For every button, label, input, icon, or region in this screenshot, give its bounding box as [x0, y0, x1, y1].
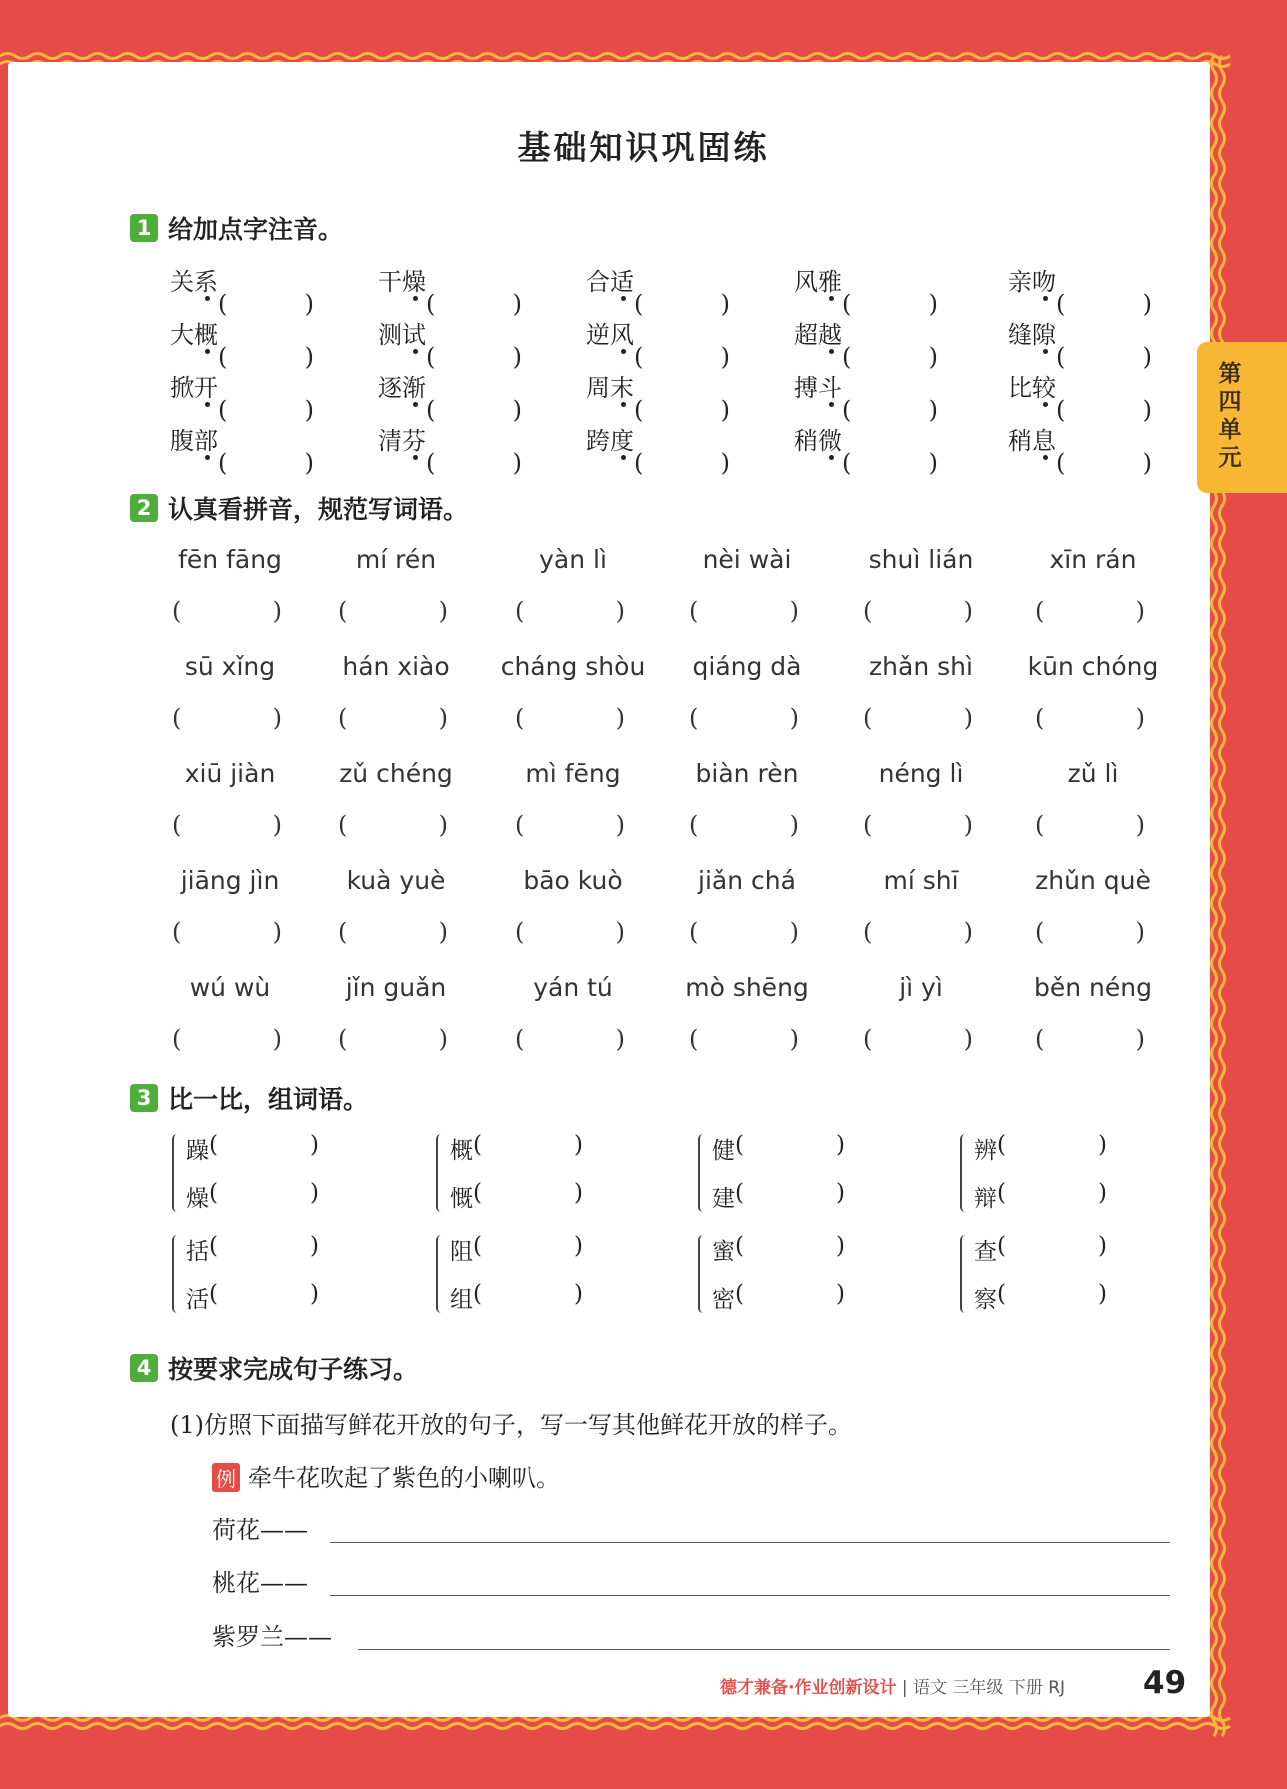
pinyin-annotation-item: 逆风 ( ): [586, 315, 730, 350]
compare-character: 辨: [974, 1138, 997, 1164]
word-answer-blank[interactable]: ( ): [338, 918, 448, 946]
pinyin-annotation-item: 掀开 ( ): [170, 368, 314, 403]
word-answer-blank[interactable]: ( ): [172, 811, 282, 839]
pinyin-annotation-item: 风雅 ( ): [794, 262, 938, 297]
question-4-text: 按要求完成句子练习。: [168, 1355, 419, 1384]
emphasis-dot: [1043, 296, 1048, 301]
pinyin-prompt: hán xiào: [342, 652, 450, 681]
compare-item: [186, 1233, 319, 1266]
answer-prompt: 紫罗兰——: [212, 1623, 332, 1651]
pinyin-prompt: néng lì: [878, 759, 964, 788]
item-word: 跨度: [586, 427, 634, 455]
pinyin-prompt: mì fēng: [525, 759, 621, 788]
word-answer-blank[interactable]: ( ): [172, 597, 282, 625]
compare-character: 查: [974, 1239, 997, 1265]
pinyin-annotation-item: 测试 ( ): [378, 315, 522, 350]
question-3-text: 比一比，组词语。: [168, 1085, 369, 1114]
pinyin-prompt: yán tú: [533, 973, 613, 1002]
pinyin-annotation-item: 比较 ( ): [1008, 368, 1152, 403]
compare-item: [712, 1233, 845, 1266]
compare-item: [974, 1180, 1107, 1213]
compare-character: 密: [712, 1287, 735, 1313]
compare-item: [450, 1132, 583, 1165]
pinyin-prompt: mí shī: [883, 866, 959, 895]
grouping-brace: [172, 1134, 180, 1212]
answer-line[interactable]: [358, 1649, 1170, 1650]
item-word: 关系: [170, 268, 218, 296]
word-answer-blank[interactable]: ( ): [1035, 597, 1145, 625]
pinyin-annotation-item: 缝隙 ( ): [1008, 315, 1152, 350]
pinyin-prompt: jiǎn chá: [698, 866, 796, 895]
pinyin-prompt: biàn rèn: [695, 759, 799, 788]
compare-character: 躁: [186, 1138, 209, 1164]
word-answer-blank[interactable]: ( ): [863, 597, 973, 625]
emphasis-dot: [621, 349, 626, 354]
compare-character: 慨: [450, 1186, 473, 1212]
item-word: 腹部: [170, 427, 218, 455]
compare-character: 蜜: [712, 1239, 735, 1265]
pinyin-prompt: mò shēng: [685, 973, 809, 1002]
word-answer-blank[interactable]: ( ): [515, 1025, 625, 1053]
example-text: 牵牛花吹起了紫色的小喇叭。: [248, 1464, 560, 1492]
compare-answer-blank[interactable]: ( ): [209, 1281, 319, 1307]
item-word: 搏斗: [794, 374, 842, 402]
item-word: 稍微: [794, 427, 842, 455]
word-answer-blank[interactable]: ( ): [689, 1025, 799, 1053]
pinyin-annotation-item: 干燥 ( ): [378, 262, 522, 297]
emphasis-dot: [621, 296, 626, 301]
compare-answer-blank[interactable]: ( ): [473, 1132, 583, 1158]
compare-item: [186, 1132, 319, 1165]
grouping-brace: [172, 1235, 180, 1313]
word-answer-blank[interactable]: ( ): [338, 597, 448, 625]
question-4-subtask-1: (1)仿照下面描写鲜花开放的句子，写一写其他鲜花开放的样子。: [170, 1411, 852, 1439]
compare-character: 健: [712, 1138, 735, 1164]
pinyin-annotation-item: 大概 ( ): [170, 315, 314, 350]
compare-item: [712, 1281, 845, 1314]
compare-item: [974, 1132, 1107, 1165]
compare-character: 组: [450, 1287, 473, 1313]
unit-tab-label: 第四单元: [1218, 361, 1242, 471]
pinyin-annotation-item: 清芬 ( ): [378, 421, 522, 456]
compare-answer-blank[interactable]: ( ): [473, 1180, 583, 1206]
pinyin-prompt: jiāng jìn: [180, 866, 280, 895]
compare-item: [712, 1132, 845, 1165]
item-word: 稍息: [1008, 427, 1056, 455]
word-answer-blank[interactable]: ( ): [689, 597, 799, 625]
item-word: 风雅: [794, 268, 842, 296]
pinyin-prompt: kūn chóng: [1027, 652, 1159, 681]
item-word: 缝隙: [1008, 321, 1056, 349]
word-answer-blank[interactable]: ( ): [338, 704, 448, 732]
example-badge: 例: [212, 1463, 240, 1492]
pinyin-prompt: cháng shòu: [500, 652, 646, 681]
item-word: 清芬: [378, 427, 426, 455]
pinyin-prompt: bāo kuò: [523, 866, 623, 895]
footer-course-info: 语文 三年级 下册 RJ: [913, 1678, 1066, 1698]
compare-answer-blank[interactable]: ( ): [735, 1180, 845, 1206]
item-word: 周末: [586, 374, 634, 402]
compare-answer-blank[interactable]: ( ): [209, 1180, 319, 1206]
compare-answer-blank[interactable]: ( ): [997, 1180, 1107, 1206]
compare-answer-blank[interactable]: ( ): [735, 1281, 845, 1307]
pinyin-prompt: jì yì: [899, 973, 943, 1002]
footer-brand: 德才兼备·作业创新设计: [720, 1678, 897, 1698]
grouping-brace: [698, 1235, 706, 1313]
emphasis-dot: [205, 455, 210, 460]
question-2-heading: [130, 490, 468, 526]
grouping-brace: [698, 1134, 706, 1212]
compare-answer-blank[interactable]: ( ): [735, 1233, 845, 1259]
emphasis-dot: [829, 402, 834, 407]
compare-item: [186, 1281, 319, 1314]
question-number-badge: 3: [130, 1084, 158, 1112]
pinyin-annotation-item: 搏斗 ( ): [794, 368, 938, 403]
compare-answer-blank[interactable]: ( ): [997, 1281, 1107, 1307]
compare-item: [186, 1180, 319, 1213]
word-answer-blank[interactable]: ( ): [515, 597, 625, 625]
pinyin-prompt: yàn lì: [539, 545, 607, 574]
pinyin-prompt: xīn rán: [1049, 545, 1137, 574]
compare-character: 概: [450, 1138, 473, 1164]
question-number-badge: 1: [130, 214, 158, 242]
item-word: 合适: [586, 268, 634, 296]
item-word: 亲吻: [1008, 268, 1056, 296]
word-answer-blank[interactable]: ( ): [863, 1025, 973, 1053]
compare-character: 辩: [974, 1186, 997, 1212]
pinyin-prompt: sū xǐng: [184, 652, 276, 681]
emphasis-dot: [205, 349, 210, 354]
word-answer-blank[interactable]: ( ): [338, 1025, 448, 1053]
word-answer-blank[interactable]: ( ): [863, 918, 973, 946]
emphasis-dot: [205, 402, 210, 407]
word-answer-blank[interactable]: ( ): [863, 704, 973, 732]
answer-prompt: 桃花——: [212, 1569, 308, 1597]
emphasis-dot: [413, 349, 418, 354]
word-answer-blank[interactable]: ( ): [689, 704, 799, 732]
pinyin-prompt: qiáng dà: [692, 652, 802, 681]
emphasis-dot: [829, 296, 834, 301]
question-3-heading: [130, 1080, 368, 1116]
footer-info: [720, 1673, 1065, 1698]
grouping-brace: [436, 1134, 444, 1212]
question-1-text: 给加点字注音。: [168, 215, 344, 244]
emphasis-dot: [413, 455, 418, 460]
word-answer-blank[interactable]: ( ): [1035, 704, 1145, 732]
grouping-brace: [960, 1235, 968, 1313]
item-word: 超越: [794, 321, 842, 349]
pinyin-annotation-item: 腹部 ( ): [170, 421, 314, 456]
pinyin-annotation-item: 亲吻 ( ): [1008, 262, 1152, 297]
word-answer-blank[interactable]: ( ): [515, 704, 625, 732]
pinyin-prompt: jǐn guǎn: [345, 973, 447, 1002]
pinyin-prompt: mí rén: [355, 545, 437, 574]
question-2-text: 认真看拼音，规范写词语。: [168, 495, 469, 524]
compare-character: 括: [186, 1239, 209, 1265]
pinyin-prompt: běn néng: [1034, 973, 1152, 1002]
compare-item: [712, 1180, 845, 1213]
footer-separator: |: [901, 1678, 908, 1698]
word-answer-blank[interactable]: ( ): [689, 811, 799, 839]
word-answer-blank[interactable]: ( ): [1035, 1025, 1145, 1053]
grouping-brace: [960, 1134, 968, 1212]
emphasis-dot: [1043, 349, 1048, 354]
question-1-heading: [130, 210, 343, 246]
compare-character: 阻: [450, 1239, 473, 1265]
compare-item: [450, 1233, 583, 1266]
compare-answer-blank[interactable]: ( ): [473, 1233, 583, 1259]
pinyin-prompt: zhǔn què: [1035, 866, 1151, 895]
compare-character: 察: [974, 1287, 997, 1313]
pinyin-prompt: zhǎn shì: [869, 652, 973, 681]
emphasis-dot: [205, 296, 210, 301]
pinyin-annotation-item: 稍微 ( ): [794, 421, 938, 456]
pinyin-prompt: xiū jiàn: [184, 759, 276, 788]
compare-item: [450, 1281, 583, 1314]
question-number-badge: 2: [130, 494, 158, 522]
pinyin-prompt: shuì lián: [868, 545, 974, 574]
item-word: 比较: [1008, 374, 1056, 402]
unit-side-tab: [1197, 342, 1287, 493]
emphasis-dot: [1043, 402, 1048, 407]
compare-item: [450, 1180, 583, 1213]
example-sentence: [212, 1458, 560, 1493]
word-answer-blank[interactable]: ( ): [1035, 811, 1145, 839]
pinyin-prompt: fēn fāng: [178, 545, 282, 574]
item-word: 干燥: [378, 268, 426, 296]
pinyin-annotation-item: 关系 ( ): [170, 262, 314, 297]
pinyin-prompt: zǔ lì: [1067, 759, 1119, 788]
compare-answer-blank[interactable]: ( ): [997, 1233, 1107, 1259]
emphasis-dot: [413, 402, 418, 407]
page-title: 基础知识巩固练: [517, 128, 770, 167]
item-word: 测试: [378, 321, 426, 349]
compare-answer-blank[interactable]: ( ): [473, 1281, 583, 1307]
item-word: 大概: [170, 321, 218, 349]
word-answer-blank[interactable]: ( ): [172, 704, 282, 732]
answer-line[interactable]: [330, 1542, 1170, 1543]
pinyin-annotation-item: 跨度 ( ): [586, 421, 730, 456]
compare-character: 活: [186, 1287, 209, 1313]
pinyin-annotation-item: 稍息 ( ): [1008, 421, 1152, 456]
compare-character: 燥: [186, 1186, 209, 1212]
pinyin-prompt: nèi wài: [702, 545, 792, 574]
pinyin-annotation-item: 超越 ( ): [794, 315, 938, 350]
pinyin-annotation-item: 逐渐 ( ): [378, 368, 522, 403]
compare-answer-blank[interactable]: ( ): [997, 1132, 1107, 1158]
word-answer-blank[interactable]: ( ): [863, 811, 973, 839]
question-4-heading: [130, 1350, 418, 1386]
emphasis-dot: [829, 349, 834, 354]
compare-answer-blank[interactable]: ( ): [209, 1233, 319, 1259]
emphasis-dot: [413, 296, 418, 301]
word-answer-blank[interactable]: ( ): [172, 1025, 282, 1053]
compare-character: 建: [712, 1186, 735, 1212]
item-word: 逐渐: [378, 374, 426, 402]
answer-line[interactable]: [330, 1595, 1170, 1596]
item-word: 逆风: [586, 321, 634, 349]
compare-answer-blank[interactable]: ( ): [209, 1132, 319, 1158]
compare-answer-blank[interactable]: ( ): [735, 1132, 845, 1158]
pinyin-prompt: zǔ chéng: [339, 759, 453, 788]
word-answer-blank[interactable]: ( ): [1035, 918, 1145, 946]
word-answer-blank[interactable]: ( ): [689, 918, 799, 946]
compare-item: [974, 1281, 1107, 1314]
compare-item: [974, 1233, 1107, 1266]
word-answer-blank[interactable]: ( ): [338, 811, 448, 839]
word-answer-blank[interactable]: ( ): [515, 811, 625, 839]
item-word: 掀开: [170, 374, 218, 402]
emphasis-dot: [621, 455, 626, 460]
question-number-badge: 4: [130, 1354, 158, 1382]
emphasis-dot: [621, 402, 626, 407]
pinyin-annotation-item: 周末 ( ): [586, 368, 730, 403]
page-number: 49: [1143, 1665, 1187, 1701]
pinyin-annotation-item: 合适 ( ): [586, 262, 730, 297]
pinyin-prompt: kuà yuè: [346, 866, 446, 895]
emphasis-dot: [829, 455, 834, 460]
word-answer-blank[interactable]: ( ): [172, 918, 282, 946]
word-answer-blank[interactable]: ( ): [515, 918, 625, 946]
grouping-brace: [436, 1235, 444, 1313]
emphasis-dot: [1043, 455, 1048, 460]
answer-prompt: 荷花——: [212, 1516, 308, 1544]
pinyin-prompt: wú wù: [189, 973, 271, 1002]
